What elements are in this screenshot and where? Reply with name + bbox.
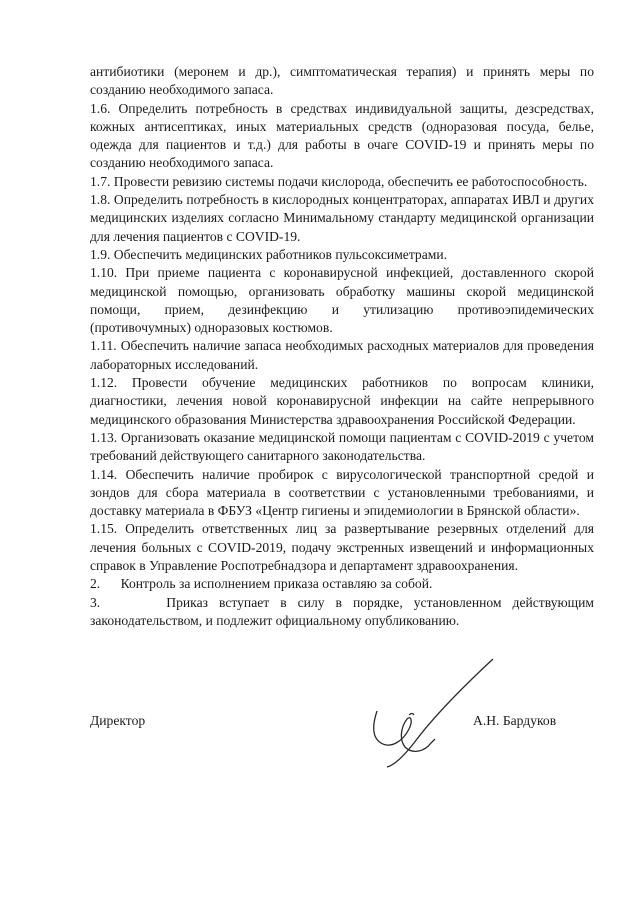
paragraph-3: 3. Приказ вступает в силу в порядке, установленном действующим законодательством, и подлежит официальному опубликованию. bbox=[90, 594, 598, 628]
order-text bbox=[90, 63, 598, 630]
signature-block bbox=[0, 709, 640, 739]
paragraph-1-12: 1.12. Провести обучение медицинских работников по вопросам клиники, диагностики, лечения новой коронавирусной инфекции на сайте непрерывного медицинского образования Министерства здравоохранения Российской Федерации. bbox=[90, 375, 594, 427]
paragraph-1-10: 1.10. При приеме пациента с коронавирусной инфекцией, доставленного скорой медицинской помощью, организовать обработку машины скорой медицинской помощи, прием, дезинфекцию и утилизацию противоэпидемических (противочумных) одноразовых костюмов. bbox=[90, 265, 594, 336]
paragraph-1-14: 1.14. Обеспечить наличие пробирок с вирусологической транспортной средой и зондов для сбора материала в соответствии с установленными требованиями, и доставку материала в ФБУЗ «Центр гигиены и эпидемиологии в Брянской области». bbox=[90, 466, 594, 519]
paragraph-1-7: 1.7. Провести ревизию системы подачи кислорода, обеспечить ее работоспособность. bbox=[90, 173, 588, 189]
paragraph-1-13: 1.13. Организовать оказание медицинской помощи пациентам с COVID-2019 с учетом требований действующего санитарного законодательства. bbox=[90, 429, 594, 464]
paragraph-1-11: 1.11. Обеспечить наличие запаса необходимых расходных материалов для проведения лабораторных исследований. bbox=[90, 338, 594, 372]
paragraph-1-6: 1.6. Определить потребность в средствах индивидуальной защиты, дезсредствах, кожных антисептиках, иных материальных средств (одноразовая посуда, белье, одежда для пациентов и т.д.) для работы в очаге COVID-19 и принять меры по созданию необходимого запаса. bbox=[90, 100, 594, 171]
signer-name: А.Н. Бардуков bbox=[473, 713, 557, 728]
paragraph-1-15: 1.15. Определить ответственных лиц за развертывание резервных отделений для лечения больных с COVID-2019, подачу экстренных извещений и информационных справок в Управление Роспотребнадзора и департамент здравоохранения. bbox=[90, 521, 594, 574]
position-title: Директор bbox=[90, 713, 146, 728]
paragraph-antibiotics: антибиотики (меронем и др.), симптоматическая терапия) и принять меры по созданию необходимого запаса. bbox=[90, 64, 594, 98]
paragraph-2: 2. Контроль за исполнением приказа оставляю за собой. bbox=[90, 576, 433, 592]
paragraph-1-9: 1.9. Обеспечить медицинских работников пульсоксиметрами. bbox=[90, 246, 448, 262]
handwritten-signature bbox=[365, 655, 515, 770]
paragraph-1-8: 1.8. Определить потребность в кислородных концентраторах, аппаратах ИВЛ и других медицинских изделиях согласно Минимальному стандарту медицинской организации для лечения пациентов с COVID-19. bbox=[90, 192, 594, 244]
